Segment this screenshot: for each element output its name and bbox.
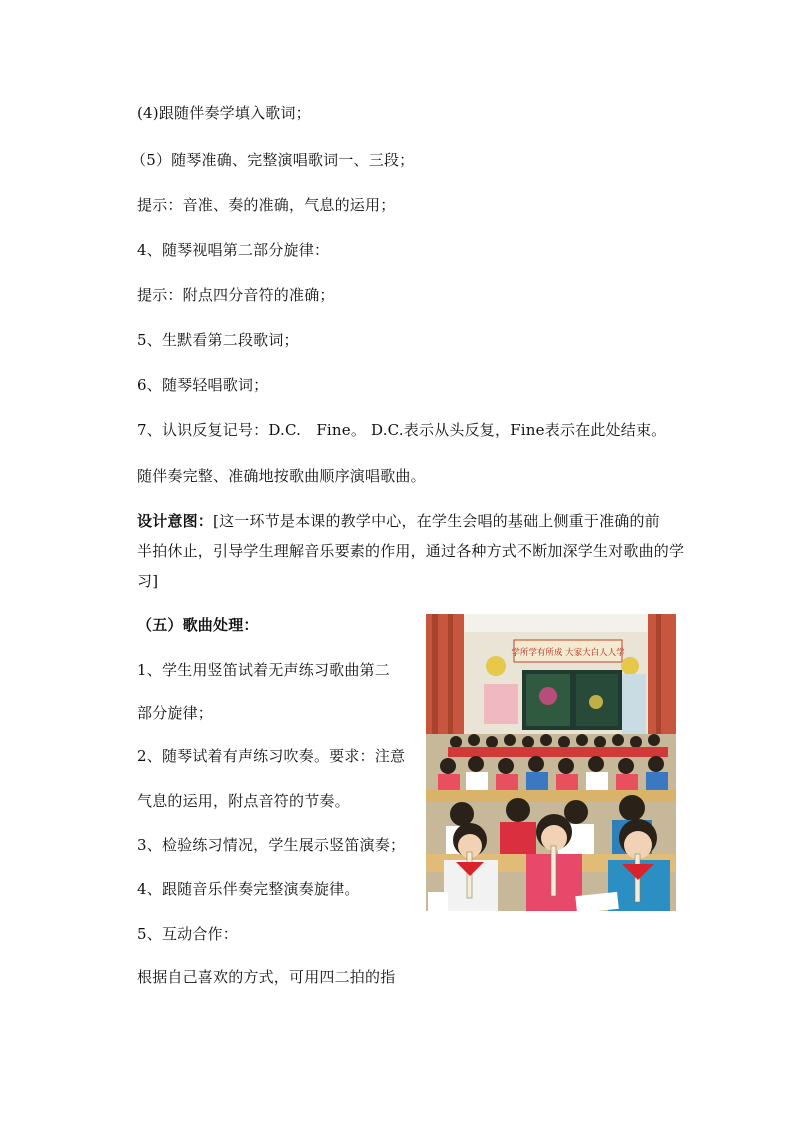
section-line: 根据自己喜欢的方式，可用四二拍的指	[137, 968, 396, 986]
text-line: 6、随琴轻唱歌词；	[137, 376, 269, 394]
banner-text: 学所学有所成 大家大白人人学	[511, 648, 625, 658]
text-line: 5、生默看第二段歌词；	[137, 331, 299, 349]
section-line: 5、互动合作：	[137, 925, 238, 943]
text-line: （5）随琴准确、完整演唱歌词一、三段；	[131, 151, 415, 169]
design-intent-line-2: 半拍休止，引导学生理解音乐要素的作用，通过各种方式不断加深学生对歌曲的学	[137, 542, 685, 560]
section-line: 部分旋律；	[137, 704, 214, 722]
text-line: 7、认识反复记号：D.C. Fine。 D.C.表示从头反复，Fine表示在此处结束。	[137, 421, 667, 439]
text-line: (4)跟随伴奏学填入歌词；	[137, 104, 311, 122]
section-line: 气息的运用，附点音符的节奏。	[137, 792, 350, 810]
design-intent-line-3: 习]	[137, 572, 159, 590]
design-intent-line-1	[137, 511, 660, 531]
text-line: 提示：音准、奏的准确，气息的运用；	[137, 196, 396, 214]
section-line: 1、学生用竖笛试着无声练习歌曲第二	[137, 661, 390, 679]
design-intent-label: 设计意图：	[137, 512, 214, 530]
section-heading: （五）歌曲处理：	[137, 616, 259, 634]
section-line: 2、随琴试着有声练习吹奏。要求：注意	[137, 747, 406, 765]
design-intent-text: [这一环节是本课的教学中心，在学生会唱的基础上侧重于准确的前	[213, 512, 660, 530]
text-line: 提示：附点四分音符的准确；	[137, 286, 335, 304]
text-line: 4、随琴视唱第二部分旋律：	[137, 241, 330, 259]
section-line: 4、跟随音乐伴奏完整演奏旋律。	[137, 880, 360, 898]
classroom-photo	[426, 614, 676, 911]
text-line: 随伴奏完整、准确地按歌曲顺序演唱歌曲。	[137, 467, 426, 485]
section-line: 3、检验练习情况，学生展示竖笛演奏；	[137, 836, 406, 854]
